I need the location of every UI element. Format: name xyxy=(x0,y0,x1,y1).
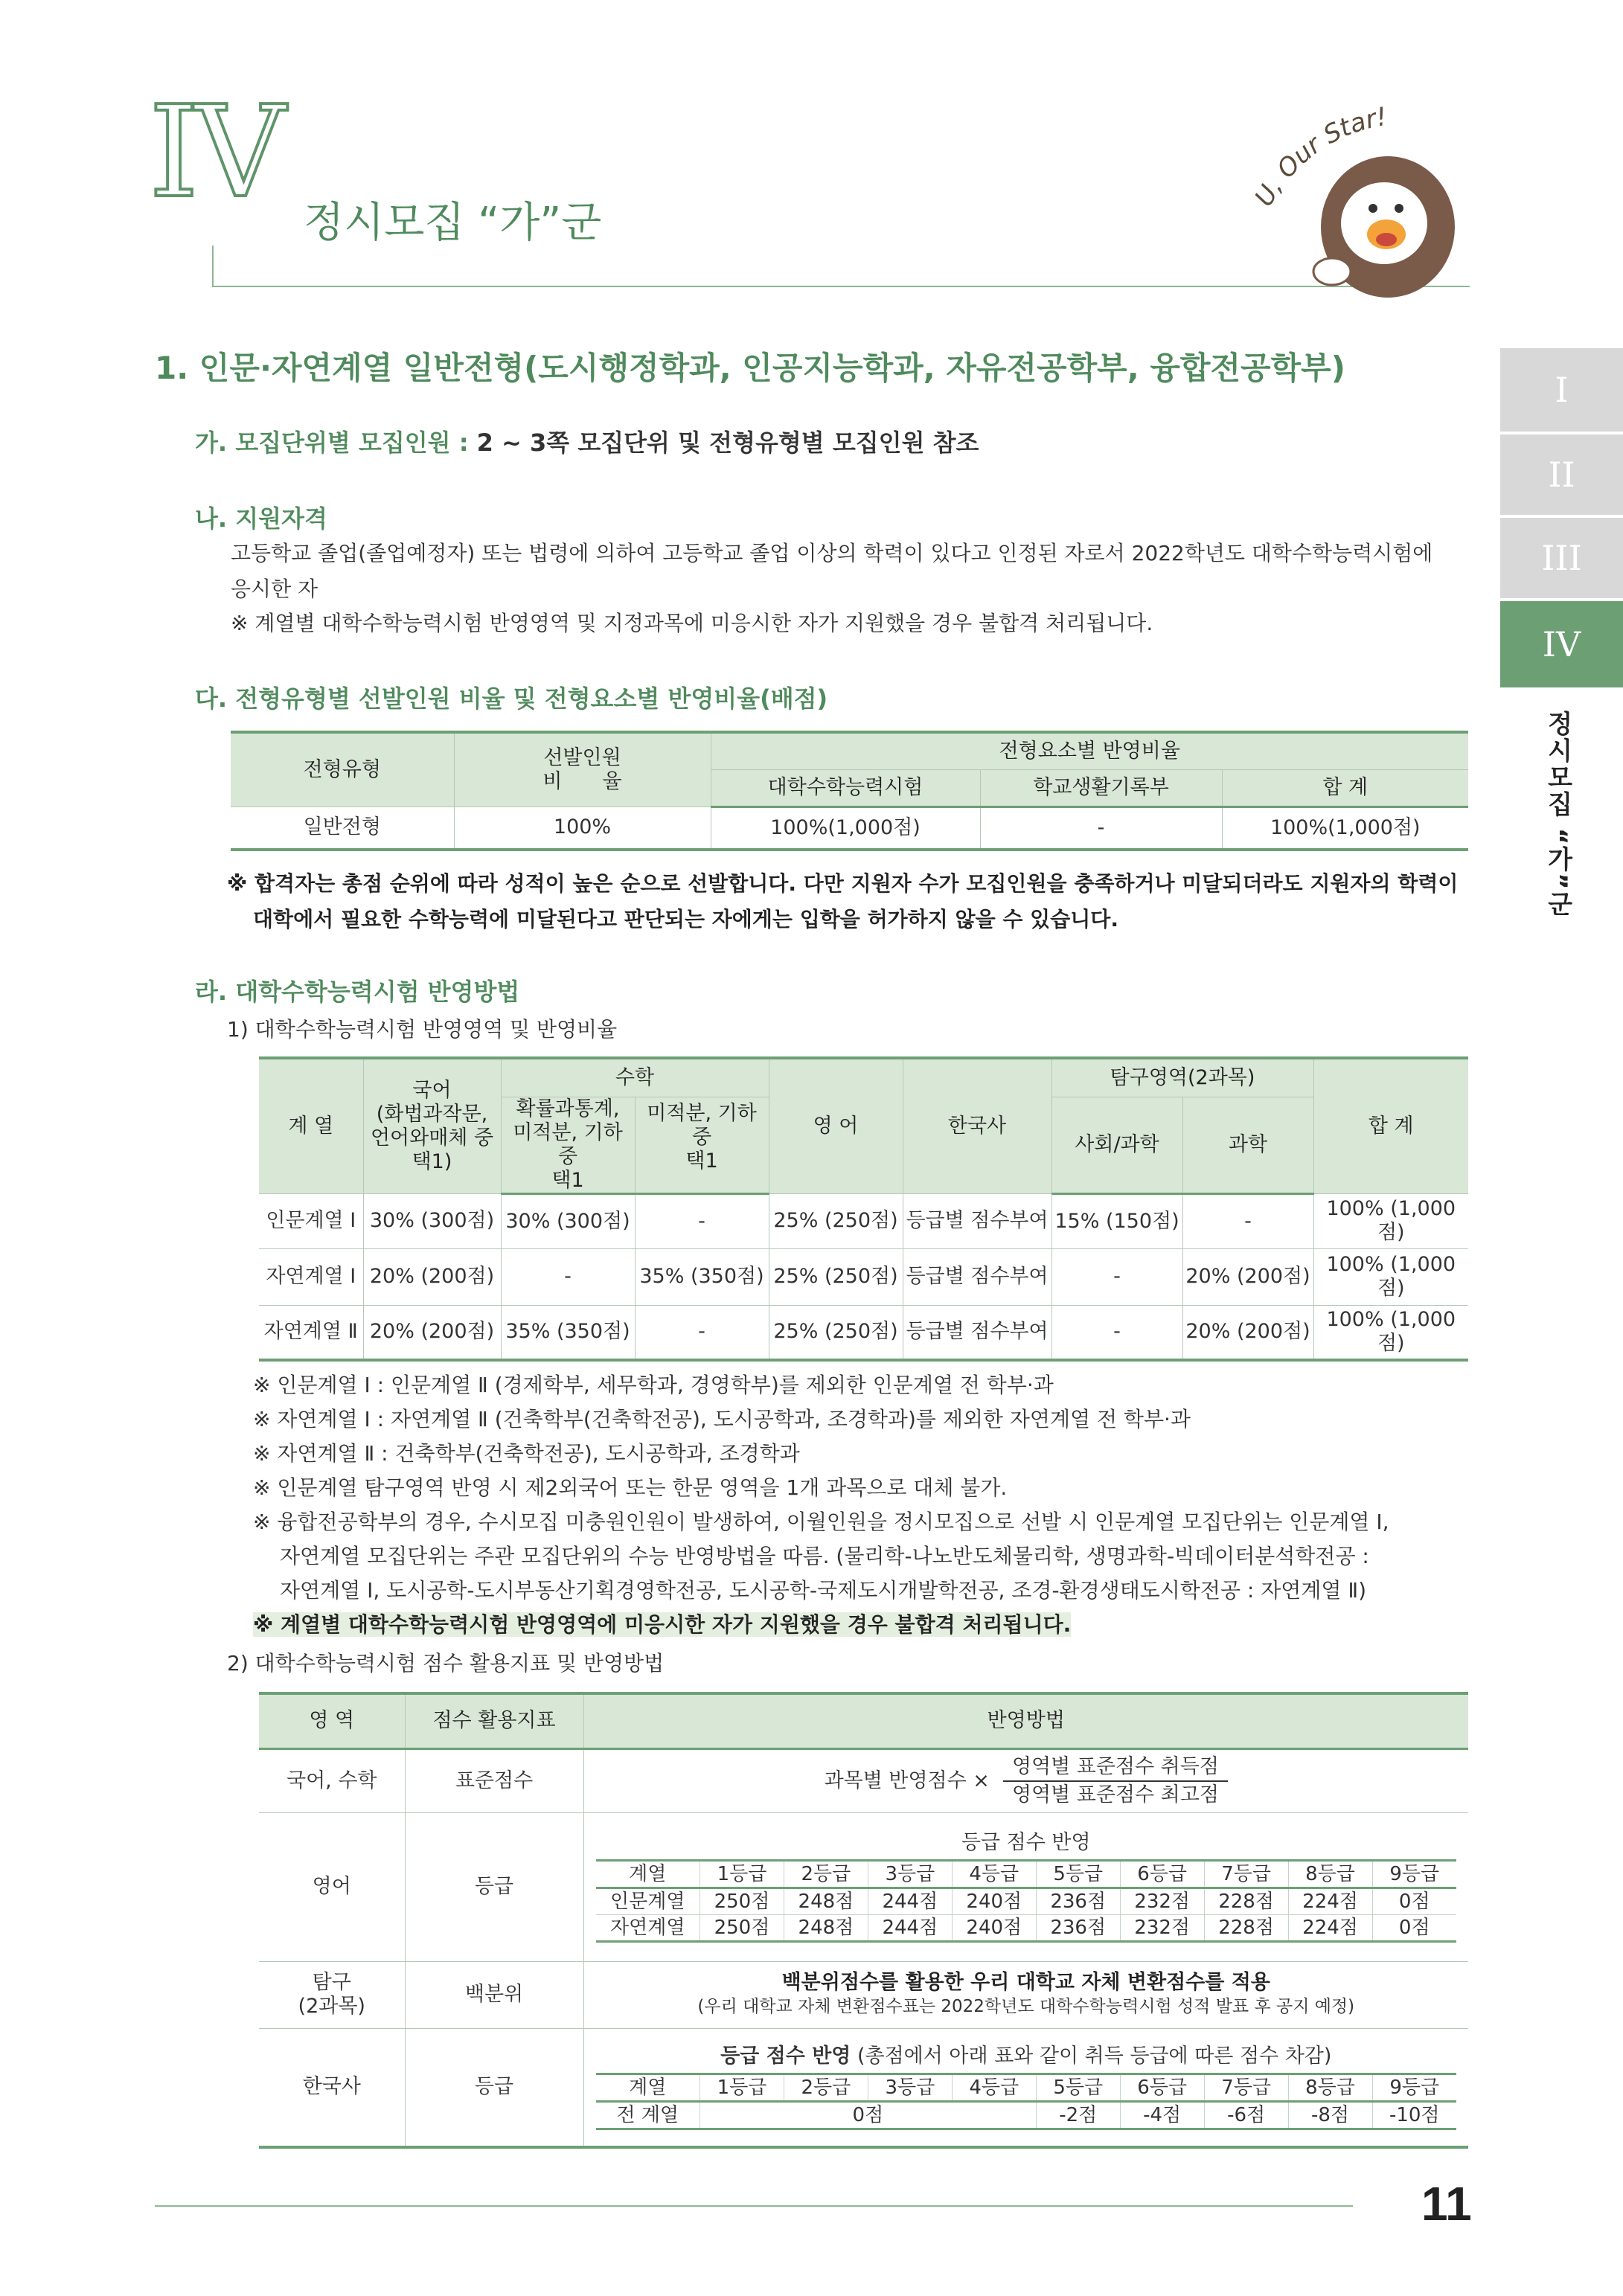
hist-cell: -8점 xyxy=(1288,2101,1372,2129)
eng-cell: 232점 xyxy=(1120,1915,1204,1942)
heading-na: 나. 지원자격 xyxy=(195,504,327,533)
ra-cell: 20% (200점) xyxy=(1182,1305,1313,1360)
ra-note-3: ※ 자연계열 Ⅱ : 건축학부(건축학전공), 도시공학과, 조경학과 xyxy=(253,1441,800,1466)
ra-note-1: ※ 인문계열 Ⅰ : 인문계열 Ⅱ (경제학부, 세무학과, 경영학부)를 제외한 인문계열 전 학부·과 xyxy=(253,1373,1054,1397)
score-method-history xyxy=(583,2028,1468,2147)
da-ratio-table xyxy=(231,731,1468,851)
ra-th-math: 수학 xyxy=(501,1058,769,1097)
ra-th-total: 합 계 xyxy=(1313,1058,1468,1193)
heading-da: 다. 전형유형별 선발인원 비율 및 전형요소별 반영비율(배점) xyxy=(195,684,828,713)
chapter-roman-numeral: IV xyxy=(149,79,281,226)
score-method-inquiry xyxy=(583,1961,1468,2028)
eng-cell: 자연계열 xyxy=(596,1915,700,1942)
ra-cell: - xyxy=(1051,1305,1182,1360)
ra-subheading-1: 1) 대학수학능력시험 반영영역 및 반영비율 xyxy=(227,1017,618,1042)
hist-cell: -10점 xyxy=(1372,2101,1456,2129)
da-cell: 100% xyxy=(454,807,711,850)
hist-h: 1등급 xyxy=(700,2074,784,2101)
ra-th-science: 과학 xyxy=(1182,1097,1313,1193)
ra-cell: 등급별 점수부여 xyxy=(903,1248,1051,1305)
ra-cell: 15% (150점) xyxy=(1051,1193,1182,1248)
eng-cell: 236점 xyxy=(1036,1915,1120,1942)
ra-cell: 20% (200점) xyxy=(1182,1248,1313,1305)
ra-note-8-highlight: ※ 계열별 대학수학능력시험 반영영역에 미응시한 자가 지원했을 경우 불합격 처리됩니다. xyxy=(253,1612,1072,1637)
ra-cell: 35% (350점) xyxy=(635,1248,769,1305)
history-caption: 등급 점수 반영 (총점에서 아래 표와 같이 취득 등급에 따른 점수 차감) xyxy=(720,2044,1332,2068)
na-line-2: 응시한 자 xyxy=(231,577,318,601)
ra-th-math-2: 미적분, 기하 중 택1 xyxy=(635,1097,769,1193)
header-tick xyxy=(212,246,214,287)
da-note-2: 대학에서 필요한 수학능력에 미달된다고 판단되는 자에게는 입학을 허가하지 않을 수 있습니다. xyxy=(253,907,1118,931)
eng-cell: 232점 xyxy=(1120,1888,1204,1915)
eng-h: 1등급 xyxy=(700,1861,784,1888)
ra-cell: 등급별 점수부여 xyxy=(903,1193,1051,1248)
da-cell: - xyxy=(980,807,1222,850)
eng-cell: 236점 xyxy=(1036,1888,1120,1915)
side-tab-2[interactable]: II xyxy=(1500,434,1623,515)
table-row xyxy=(259,1193,1468,1248)
eng-cell: 224점 xyxy=(1288,1888,1372,1915)
score-area-history: 한국사 xyxy=(259,2028,405,2147)
table-row xyxy=(259,1248,1468,1305)
heading-ra: 라. 대학수학능력시험 반영방법 xyxy=(195,978,520,1006)
ra-cell: 100% (1,000점) xyxy=(1313,1305,1468,1360)
table-row xyxy=(596,1915,1457,1942)
heading-ga-rest: 2 ~ 3쪽 모집단위 및 전형유형별 모집인원 참조 xyxy=(468,429,979,457)
score-method-kor-math xyxy=(583,1748,1468,1812)
eng-h: 2등급 xyxy=(784,1861,868,1888)
ra-cell: - xyxy=(1051,1248,1182,1305)
eng-h: 6등급 xyxy=(1120,1861,1204,1888)
da-note-1: ※ 합격자는 총점 순위에 따라 성적이 높은 순으로 선발합니다. 다만 지원자 수가 모집인원을 충족하거나 미달되더라도 지원자의 학력이 xyxy=(227,871,1459,896)
eng-cell: 250점 xyxy=(700,1915,784,1942)
ra-cell: - xyxy=(1182,1193,1313,1248)
score-index-kor-math: 표준점수 xyxy=(405,1748,583,1812)
side-tab-4-active[interactable]: IV xyxy=(1500,601,1623,687)
score-method-english xyxy=(583,1812,1468,1961)
hist-h: 4등급 xyxy=(952,2074,1036,2101)
side-chapter-label: 정시모집 “가”군 xyxy=(1543,711,1572,918)
score-index-history: 등급 xyxy=(405,2028,583,2147)
score-area-english: 영어 xyxy=(259,1812,405,1961)
ra-note-4: ※ 인문계열 탐구영역 반영 시 제2외국어 또는 한문 영역을 1개 과목으로 대체 불가. xyxy=(253,1475,1008,1500)
ra-area-table xyxy=(259,1056,1468,1362)
formula-denominator: 영역별 표준점수 최고점 xyxy=(1011,1783,1219,1806)
english-caption: 등급 점수 반영 xyxy=(961,1831,1091,1854)
eng-cell: 0점 xyxy=(1372,1888,1456,1915)
eng-h: 9등급 xyxy=(1372,1861,1456,1888)
hist-h: 2등급 xyxy=(784,2074,868,2101)
eng-cell: 인문계열 xyxy=(596,1888,700,1915)
ra-th-history: 한국사 xyxy=(903,1058,1051,1193)
ra-note-2: ※ 자연계열 Ⅰ : 자연계열 Ⅱ (건축학부(건축학전공), 도시공학과, 조경학과)를 제외한 자연계열 전 학부·과 xyxy=(253,1407,1191,1431)
eng-h: 7등급 xyxy=(1204,1861,1288,1888)
ra-subheading-2: 2) 대학수학능력시험 점수 활용지표 및 반영방법 xyxy=(227,1651,665,1675)
table-row xyxy=(596,2101,1457,2129)
eng-h: 계열 xyxy=(596,1861,700,1888)
eng-cell: 244점 xyxy=(868,1915,952,1942)
ra-th-math-1: 확률과통계, 미적분, 기하 중 택1 xyxy=(501,1097,635,1193)
da-cell: 100%(1,000점) xyxy=(711,807,980,850)
hist-cell: 0점 xyxy=(700,2101,1037,2129)
score-area-inquiry: 탐구 (2과목) xyxy=(259,1961,405,2028)
table-row xyxy=(596,1888,1457,1915)
ra-cell: 30% (300점) xyxy=(501,1193,635,1248)
formula-numerator: 영역별 표준점수 취득점 xyxy=(1003,1754,1228,1782)
hist-h: 계열 xyxy=(596,2074,700,2101)
score-index-inquiry: 백분위 xyxy=(405,1961,583,2028)
score-formula xyxy=(825,1754,1228,1809)
score-area-kor-math: 국어, 수학 xyxy=(259,1748,405,1812)
ra-cell: 30% (300점) xyxy=(363,1193,501,1248)
hist-h: 7등급 xyxy=(1204,2074,1288,2101)
eng-cell: 240점 xyxy=(952,1888,1036,1915)
ra-cell: 자연계열 Ⅰ xyxy=(259,1248,363,1305)
inquiry-line-2: (우리 대학교 자체 변환점수표는 2022학년도 대학수학능력시험 성적 발표 후 공지 예정) xyxy=(697,1997,1355,2016)
ra-cell: 자연계열 Ⅱ xyxy=(259,1305,363,1360)
ra-cell: 25% (250점) xyxy=(769,1305,903,1360)
da-cell: 일반전형 xyxy=(231,807,454,850)
hist-h: 8등급 xyxy=(1288,2074,1372,2101)
eng-h: 4등급 xyxy=(952,1861,1036,1888)
ra-cell: 등급별 점수부여 xyxy=(903,1305,1051,1360)
eng-cell: 248점 xyxy=(784,1888,868,1915)
heading-ga: 가. 모집단위별 모집인원 : 2 ~ 3쪽 모집단위 및 전형유형별 모집인원 참조 xyxy=(195,429,979,457)
ra-cell: - xyxy=(501,1248,635,1305)
score-th-method: 반영방법 xyxy=(583,1693,1468,1748)
eng-cell: 228점 xyxy=(1204,1915,1288,1942)
ra-cell: 100% (1,000점) xyxy=(1313,1248,1468,1305)
eng-cell: 244점 xyxy=(868,1888,952,1915)
eng-h: 3등급 xyxy=(868,1861,952,1888)
da-th-elements: 전형요소별 반영비율 xyxy=(711,732,1468,769)
ra-cell: 20% (200점) xyxy=(363,1305,501,1360)
eng-h: 8등급 xyxy=(1288,1861,1372,1888)
eng-cell: 250점 xyxy=(700,1888,784,1915)
section-1-title: 1. 인문·자연계열 일반전형(도시행정학과, 인공지능학과, 자유전공학부, 융합전공학부) xyxy=(155,350,1345,386)
chapter-title: 정시모집 “가”군 xyxy=(304,199,602,247)
da-th-ratio: 선발인원 비 율 xyxy=(454,732,711,807)
score-th-index: 점수 활용지표 xyxy=(405,1693,583,1748)
ra-th-korean: 국어 (화법과작문, 언어와매체 중 택1) xyxy=(363,1058,501,1193)
hist-h: 3등급 xyxy=(868,2074,952,2101)
eng-cell: 240점 xyxy=(952,1915,1036,1942)
ra-th-social: 사회/과학 xyxy=(1051,1097,1182,1193)
ra-cell: 35% (350점) xyxy=(501,1305,635,1360)
history-grade-table xyxy=(596,2073,1457,2130)
ra-cell: 100% (1,000점) xyxy=(1313,1193,1468,1248)
na-note: ※ 계열별 대학수학능력시험 반영영역 및 지정과목에 미응시한 자가 지원했을 경우 불합격 처리됩니다. xyxy=(231,611,1153,635)
da-th-suneung: 대학수학능력시험 xyxy=(711,769,980,807)
hist-cell: -2점 xyxy=(1036,2101,1120,2129)
eng-cell: 224점 xyxy=(1288,1915,1372,1942)
hist-h: 6등급 xyxy=(1120,2074,1204,2101)
ra-cell: 25% (250점) xyxy=(769,1248,903,1305)
ra-th-inquiry: 탐구영역(2과목) xyxy=(1051,1058,1313,1097)
hist-h: 5등급 xyxy=(1036,2074,1120,2101)
inquiry-line-1: 백분위점수를 활용한 우리 대학교 자체 변환점수를 적용 xyxy=(781,1971,1270,1994)
side-tab-3[interactable]: III xyxy=(1500,518,1623,598)
score-th-area: 영 역 xyxy=(259,1693,405,1748)
page-number: 11 xyxy=(1421,2177,1472,2231)
na-line-1: 고등학교 졸업(졸업예정자) 또는 법령에 의하여 고등학교 졸업 이상의 학력이 있다고 인정된 자로서 2022학년도 대학수학능력시험에 xyxy=(231,541,1433,565)
english-grade-table xyxy=(596,1859,1457,1943)
da-th-total: 합 계 xyxy=(1222,769,1468,807)
eng-cell: 228점 xyxy=(1204,1888,1288,1915)
ra-note-7: 자연계열 Ⅰ, 도시공학-도시부동산기획경영학전공, 도시공학-국제도시개발학전공, 조경-환경생태도시학전공 : 자연계열 Ⅱ) xyxy=(280,1578,1367,1603)
ra-th-series: 계 열 xyxy=(259,1058,363,1193)
ra-cell: 20% (200점) xyxy=(363,1248,501,1305)
da-cell: 100%(1,000점) xyxy=(1222,807,1468,850)
hist-cell: 전 계열 xyxy=(596,2101,700,2129)
hist-h: 9등급 xyxy=(1372,2074,1456,2101)
table-row xyxy=(259,1305,1468,1360)
ra-cell: 인문계열 Ⅰ xyxy=(259,1193,363,1248)
da-th-school: 학교생활기록부 xyxy=(980,769,1222,807)
ra-cell: - xyxy=(635,1193,769,1248)
hist-cell: -4점 xyxy=(1120,2101,1204,2129)
ra-note-5: ※ 융합전공학부의 경우, 수시모집 미충원인원이 발생하여, 이월인원을 정시모집으로 선발 시 인문계열 모집단위는 인문계열 Ⅰ, xyxy=(253,1510,1389,1534)
side-tab-1[interactable]: I xyxy=(1500,348,1623,432)
ra-cell: - xyxy=(635,1305,769,1360)
formula-label: 과목별 반영점수 × xyxy=(824,1769,990,1792)
score-index-english: 등급 xyxy=(405,1812,583,1961)
footer-rule xyxy=(155,2205,1353,2207)
da-th-type: 전형유형 xyxy=(231,732,454,807)
mascot-text: U, Our Star! xyxy=(1249,101,1389,212)
ra-cell: 25% (250점) xyxy=(769,1193,903,1248)
hist-cell: -6점 xyxy=(1204,2101,1288,2129)
mascot-owl-image xyxy=(1239,97,1477,305)
ra-score-table xyxy=(259,1692,1468,2149)
ra-th-english: 영 어 xyxy=(769,1058,903,1193)
eng-cell: 0점 xyxy=(1372,1915,1456,1942)
ra-note-6: 자연계열 모집단위는 주관 모집단위의 수능 반영방법을 따름. (물리학-나노반도체물리학, 생명과학-빅데이터분석학전공 : xyxy=(280,1544,1369,1568)
eng-h: 5등급 xyxy=(1036,1861,1120,1888)
eng-cell: 248점 xyxy=(784,1915,868,1942)
